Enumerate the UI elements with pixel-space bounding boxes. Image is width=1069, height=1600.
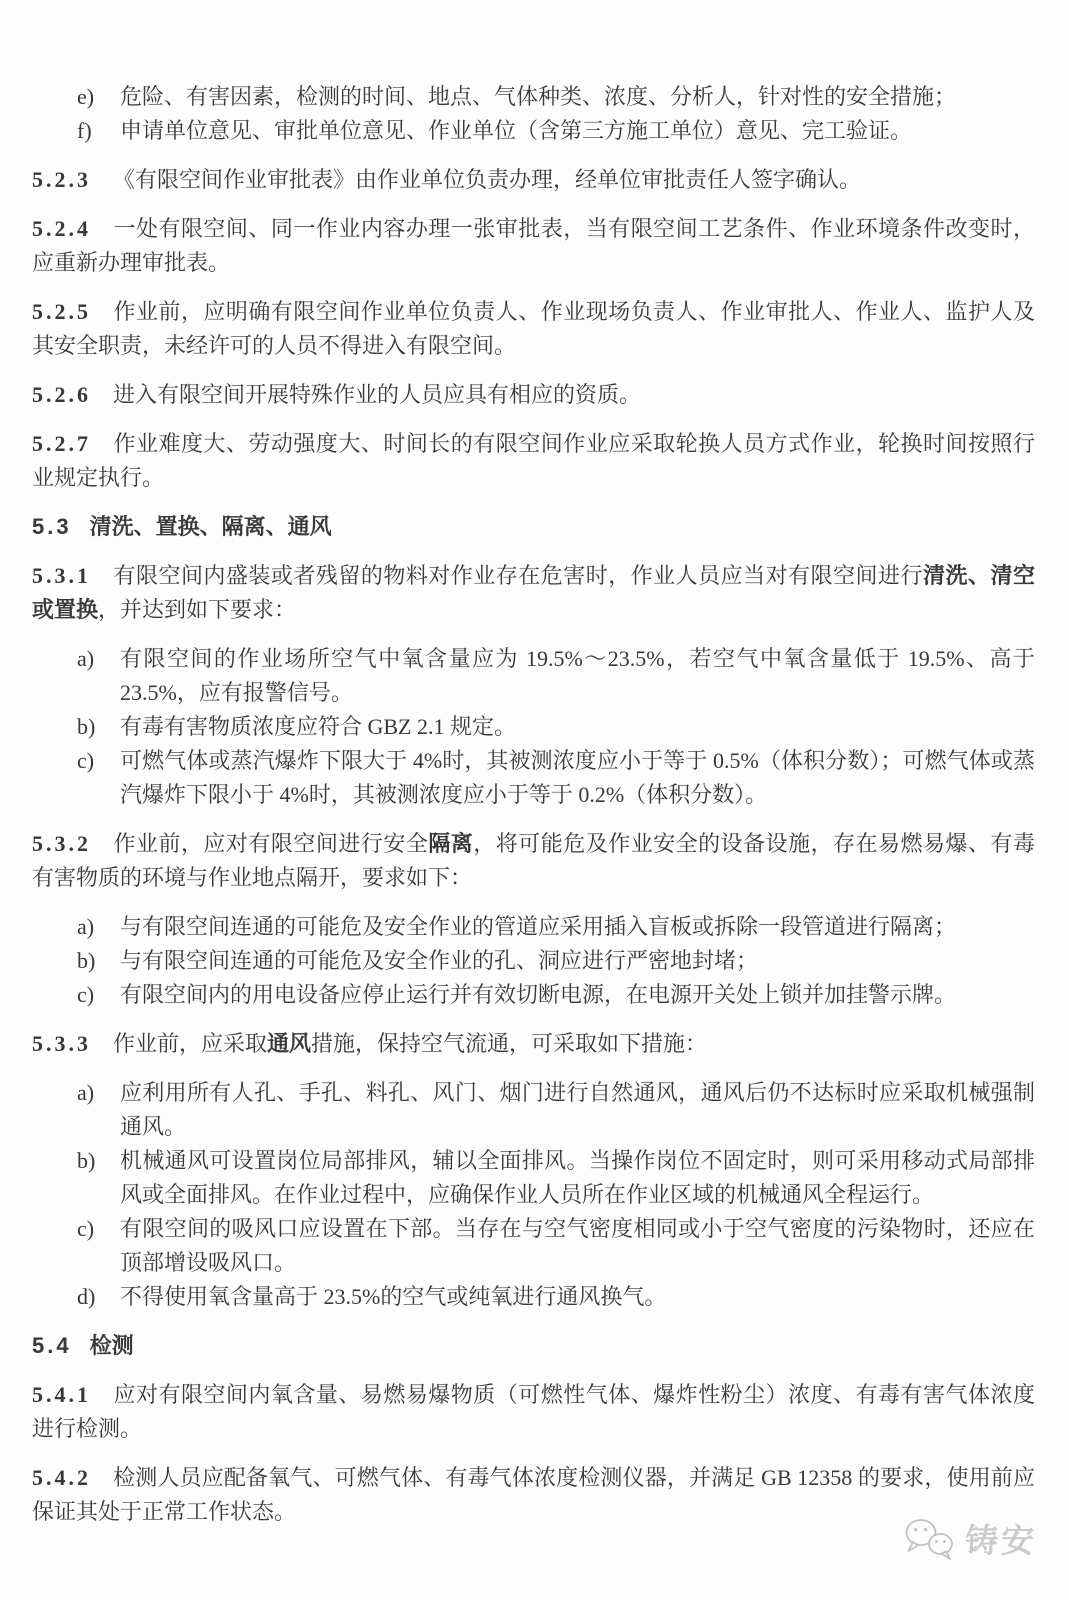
list-item-c [32, 978, 1035, 1012]
clause-5.3.2 [32, 827, 1035, 895]
body-text: 与有限空间连通的可能危及安全作业的孔、洞应进行严密地封堵； [120, 948, 759, 973]
item-letter: a) [77, 1080, 95, 1105]
clause-5.2.3 [32, 163, 1035, 197]
list-item-b [32, 944, 1035, 978]
clause-number: 5.4.1 [32, 1382, 91, 1407]
body-text: 有限空间内的用电设备应停止运行并有效切断电源，在电源开关处上锁并加挂警示牌。 [120, 982, 957, 1007]
letter-list [32, 910, 1035, 1012]
letter-list [32, 1076, 1035, 1314]
body-text: 有限空间的吸风口应设置在下部。当存在与空气密度相同或小于空气密度的污染物时，还应在顶部增设吸风口。 [120, 1216, 1035, 1275]
list-item-c [32, 744, 1035, 812]
body-text: 作业难度大、劳动强度大、时间长的有限空间作业应采取轮换人员方式作业，轮换时间按照行业规定执行。 [32, 431, 1035, 490]
item-letter: a) [77, 646, 95, 671]
item-letter: e) [77, 84, 95, 109]
clause-number: 5.3.1 [32, 563, 91, 588]
watermark [903, 1516, 1037, 1566]
watermark-label: 铸安 [964, 1522, 1038, 1559]
section-heading-5.4 [32, 1329, 1035, 1363]
item-text [120, 642, 1035, 710]
body-text: 作业前，应对有限空间进行安全 [113, 831, 429, 856]
item-letter: d) [77, 1284, 96, 1309]
item-text [120, 944, 1035, 978]
body-text: 一处有限空间、同一作业内容办理一张审批表，当有限空间工艺条件、作业环境条件改变时，应重新办理审批表。 [32, 216, 1035, 275]
item-letter: c) [77, 1216, 95, 1241]
body-text: 申请单位意见、审批单位意见、作业单位（含第三方施工单位）意见、完工验证。 [120, 118, 913, 143]
item-text [120, 744, 1035, 812]
emphasis-text: 隔离 [428, 831, 474, 856]
clause-number: 5.3 [32, 514, 72, 539]
clause-number: 5.3.3 [32, 1031, 91, 1056]
item-text [120, 710, 1035, 744]
item-letter: b) [77, 948, 96, 973]
body-text: 有毒有害物质浓度应符合 GBZ 2.1 规定。 [120, 714, 517, 739]
item-letter: b) [77, 1148, 96, 1173]
body-text: 《有限空间作业审批表》由作业单位负责办理，经单位审批责任人签字确认。 [113, 167, 862, 192]
clause-number: 5.2.3 [32, 167, 91, 192]
emphasis-text: 通风 [267, 1031, 312, 1056]
clause-5.2.7 [32, 427, 1035, 495]
clause-number: 5.4 [32, 1333, 72, 1358]
item-text [120, 1212, 1035, 1280]
clause-number: 5.4.2 [32, 1465, 91, 1490]
list-item-a [32, 1076, 1035, 1144]
clause-number: 5.2.7 [32, 431, 91, 456]
clause-number: 5.3.2 [32, 831, 91, 856]
body-text: 进入有限空间开展特殊作业的人员应具有相应的资质。 [113, 382, 642, 407]
clause-5.2.4 [32, 212, 1035, 280]
clause-5.3.3 [32, 1027, 1035, 1061]
item-text [120, 910, 1035, 944]
item-letter: c) [77, 982, 95, 1007]
item-text [120, 978, 1035, 1012]
item-text [120, 80, 1035, 114]
clause-5.3.1 [32, 559, 1035, 627]
body-text: 与有限空间连通的可能危及安全作业的管道应采用插入盲板或拆除一段管道进行隔离； [120, 914, 957, 939]
item-letter: a) [77, 914, 95, 939]
list-item-e [32, 80, 1035, 114]
body-text: 有限空间内盛装或者残留的物料对作业存在危害时，作业人员应当对有限空间进行 [113, 563, 924, 588]
item-text [120, 1076, 1035, 1144]
body-text: 可燃气体或蒸汽爆炸下限大于 4%时，其被测浓度应小于等于 0.5%（体积分数）；可燃气体或蒸汽爆炸下限小于 4%时，其被测浓度应小于等于 0.2%（体积分数）。 [120, 748, 1035, 807]
list-item-f [32, 114, 1035, 148]
body-text: 机械通风可设置岗位局部排风，辅以全面排风。当操作岗位不固定时，则可采用移动式局部排风或全面排风。在作业过程中，应确保作业人员所在作业区域的机械通风全程运行。 [120, 1148, 1035, 1207]
wechat-logo-icon [903, 1516, 957, 1566]
letter-list [32, 642, 1035, 812]
list-item-d [32, 1280, 1035, 1314]
item-text [120, 1144, 1035, 1212]
body-text: 应利用所有人孔、手孔、料孔、风门、烟门进行自然通风，通风后仍不达标时应采取机械强制通风。 [120, 1080, 1035, 1139]
body-text: 检测人员应配备氧气、可燃气体、有毒气体浓度检测仪器，并满足 GB 12358 的要求，使用前应保证其处于正常工作状态。 [32, 1465, 1035, 1524]
body-text: 作业前，应明确有限空间作业单位负责人、作业现场负责人、作业审批人、作业人、监护人及其安全职责，未经许可的人员不得进入有限空间。 [32, 299, 1035, 358]
list-item-b [32, 1144, 1035, 1212]
letter-list [32, 80, 1035, 148]
list-item-a [32, 642, 1035, 710]
item-text [120, 114, 1035, 148]
item-letter: c) [77, 748, 95, 773]
body-text: 不得使用氧含量高于 23.5%的空气或纯氧进行通风换气。 [120, 1284, 667, 1309]
emphasis-text: 清洗、置换、隔离、通风 [89, 514, 332, 539]
body-text: 有限空间的作业场所空气中氧含量应为 19.5%～23.5%，若空气中氧含量低于 19.5%、高于 23.5%，应有报警信号。 [120, 646, 1035, 705]
clause-5.2.6 [32, 378, 1035, 412]
body-text: 作业前，应采取 [113, 1031, 268, 1056]
section-heading-5.3 [32, 510, 1035, 544]
item-letter: b) [77, 714, 96, 739]
clause-number: 5.2.4 [32, 216, 91, 241]
body-text: 应对有限空间内氧含量、易燃易爆物质（可燃性气体、爆炸性粉尘）浓度、有毒有害气体浓度进行检测。 [32, 1382, 1035, 1441]
body-text: ，将可能危及作业安全的设备设施，存在易燃易爆、有毒有害物质的环境与作业地点隔开，要求如下： [32, 831, 1035, 890]
item-text [120, 1280, 1035, 1314]
clause-5.2.5 [32, 295, 1035, 363]
clause-5.4.1 [32, 1378, 1035, 1446]
clause-5.4.2 [32, 1461, 1035, 1529]
list-item-b [32, 710, 1035, 744]
list-item-a [32, 910, 1035, 944]
clause-number: 5.2.5 [32, 299, 91, 324]
body-text: 措施，保持空气流通，可采取如下措施： [311, 1031, 708, 1056]
emphasis-text: 检测 [89, 1333, 134, 1358]
body-text: 危险、有害因素，检测的时间、地点、气体种类、浓度、分析人，针对性的安全措施； [120, 84, 957, 109]
item-letter: f) [77, 118, 92, 143]
clause-number: 5.2.6 [32, 382, 91, 407]
list-item-c [32, 1212, 1035, 1280]
emphasis-text: 清洗、清空或置换 [32, 563, 1035, 622]
body-text: ，并达到如下要求： [98, 597, 297, 622]
